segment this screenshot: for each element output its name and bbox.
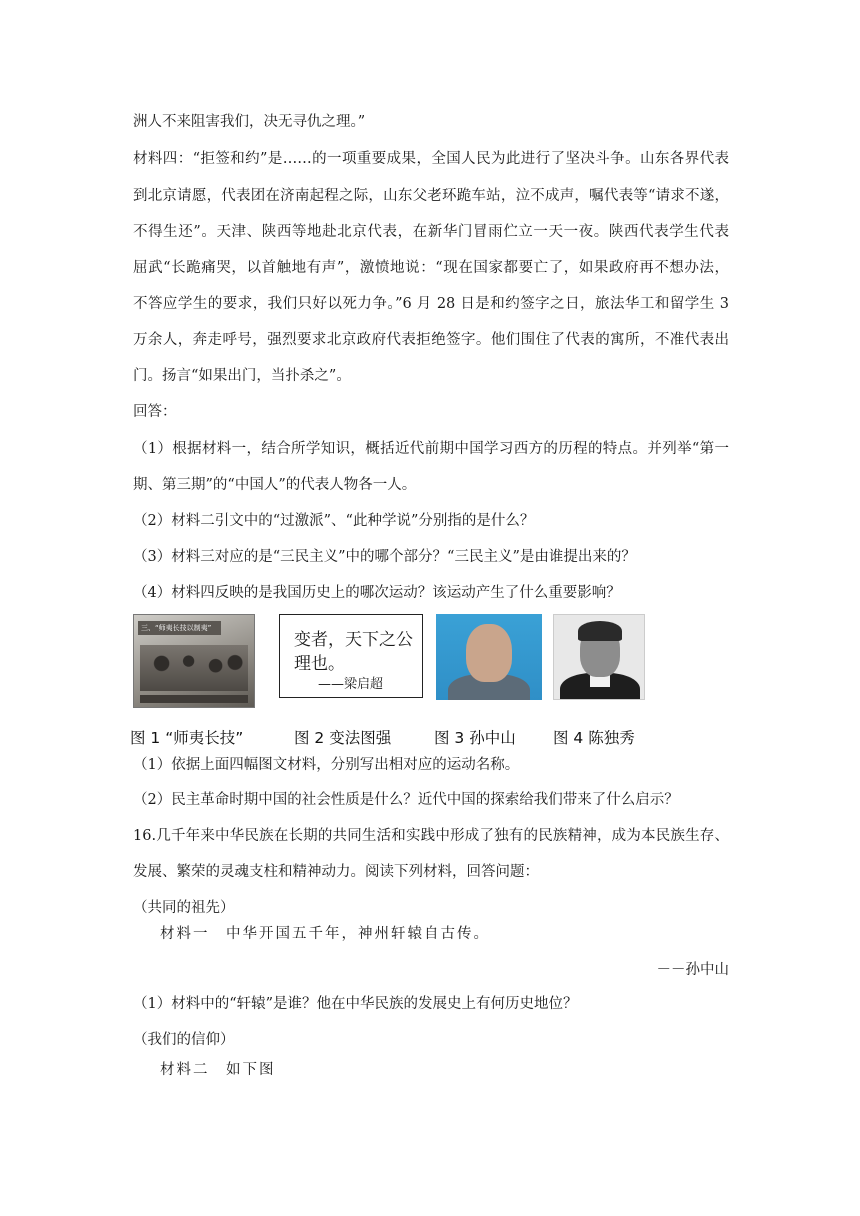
fig1-caption-strip [140,695,248,703]
quote-attribution: －－孙中山 [656,962,729,978]
fig3-portrait [436,614,542,700]
fig1-crowd-photo [140,645,248,691]
question-line: （1）依据上面四幅图文材料，分别写出相对应的运动名称。 [133,757,520,773]
fig2-quote-box [279,614,423,698]
question-line: （4）材料四反映的是我国历史上的哪次运动？该运动产生了什么重要影响？ [133,585,621,601]
caption-fig2: 图 2 变法图强 [294,729,392,747]
fig2-quote-line1: 变者，天下之公 [294,630,413,650]
section-label: （共同的祖先） [133,900,235,916]
text-line: 到北京请愿，代表团在济南起程之际，山东父老环跪车站，泣不成声，嘱代表等“请求不遂， [133,188,729,204]
fig2-author: ——梁启超 [318,677,384,692]
caption-fig1: 图 1 “师夷长技” [130,729,244,747]
material-line: 材料一 中华开国五千年，神州轩辕自古传。 [160,926,490,942]
fig1-image [133,614,255,708]
text-line: 材料四：“拒签和约”是……的一项重要成果，全国人民为此进行了坚决斗争。山东各界代表 [133,151,729,167]
text-line: 门。扬言“如果出门，当扑杀之”。 [133,368,351,384]
question-line: （1）材料中的“轩辕”是谁？他在中华民族的发展史上有何历史地位？ [133,996,578,1012]
question-line: 期、第三期”的“中国人”的代表人物各一人。 [133,477,417,493]
section-label: （我们的信仰） [133,1032,235,1048]
figure-row [133,614,733,714]
text-line: 回答： [133,404,177,420]
text-line: 屈武“长跪痛哭，以首触地有声”，激愤地说：“现在国家都要亡了，如果政府再不想办法， [133,260,729,276]
material-line: 材料二 如下图 [160,1062,276,1078]
text-line: 万余人，奔走呼号，强烈要求北京政府代表拒绝签字。他们围住了代表的寓所，不准代表出 [133,332,729,348]
text-line: 不得生还”。天津、陕西等地赴北京代表，在新华门冒雨伫立一天一夜。陕西代表学生代表 [133,224,729,240]
text-line: 洲人不来阻害我们，决无寻仇之理。” [133,114,366,130]
question-line: （2）民主革命时期中国的社会性质是什么？近代中国的探索给我们带来了什么启示？ [133,792,679,808]
text-line: 发展、繁荣的灵魂支柱和精神动力。阅读下列材料，回答问题： [133,864,539,880]
text-line: 不答应学生的要求，我们只好以死力争。”6 月 28 日是和约签字之日，旅法华工和留学生 3 [133,296,729,312]
caption-fig3: 图 3 孙中山 [434,729,516,747]
fig4-hair [578,621,622,641]
question-line: （2）材料二引文中的“过激派”、“此种学说”分别指的是什么？ [133,513,535,529]
question-line: 16.几千年来中华民族在长期的共同生活和实践中形成了独有的民族精神，成为本民族生存、 [133,828,729,844]
fig1-banner: 三、“师夷长技以制夷” [138,621,221,635]
caption-fig4: 图 4 陈独秀 [553,729,635,747]
question-line: （1）根据材料一，结合所学知识，概括近代前期中国学习西方的历程的特点。并列举“第一 [133,441,729,457]
fig2-quote-line2: 理也。 [294,654,345,674]
question-line: （3）材料三对应的是“三民主义”中的哪个部分？“三民主义”是由谁提出来的？ [133,549,636,565]
fig4-portrait [553,614,645,700]
fig3-face [466,624,512,682]
